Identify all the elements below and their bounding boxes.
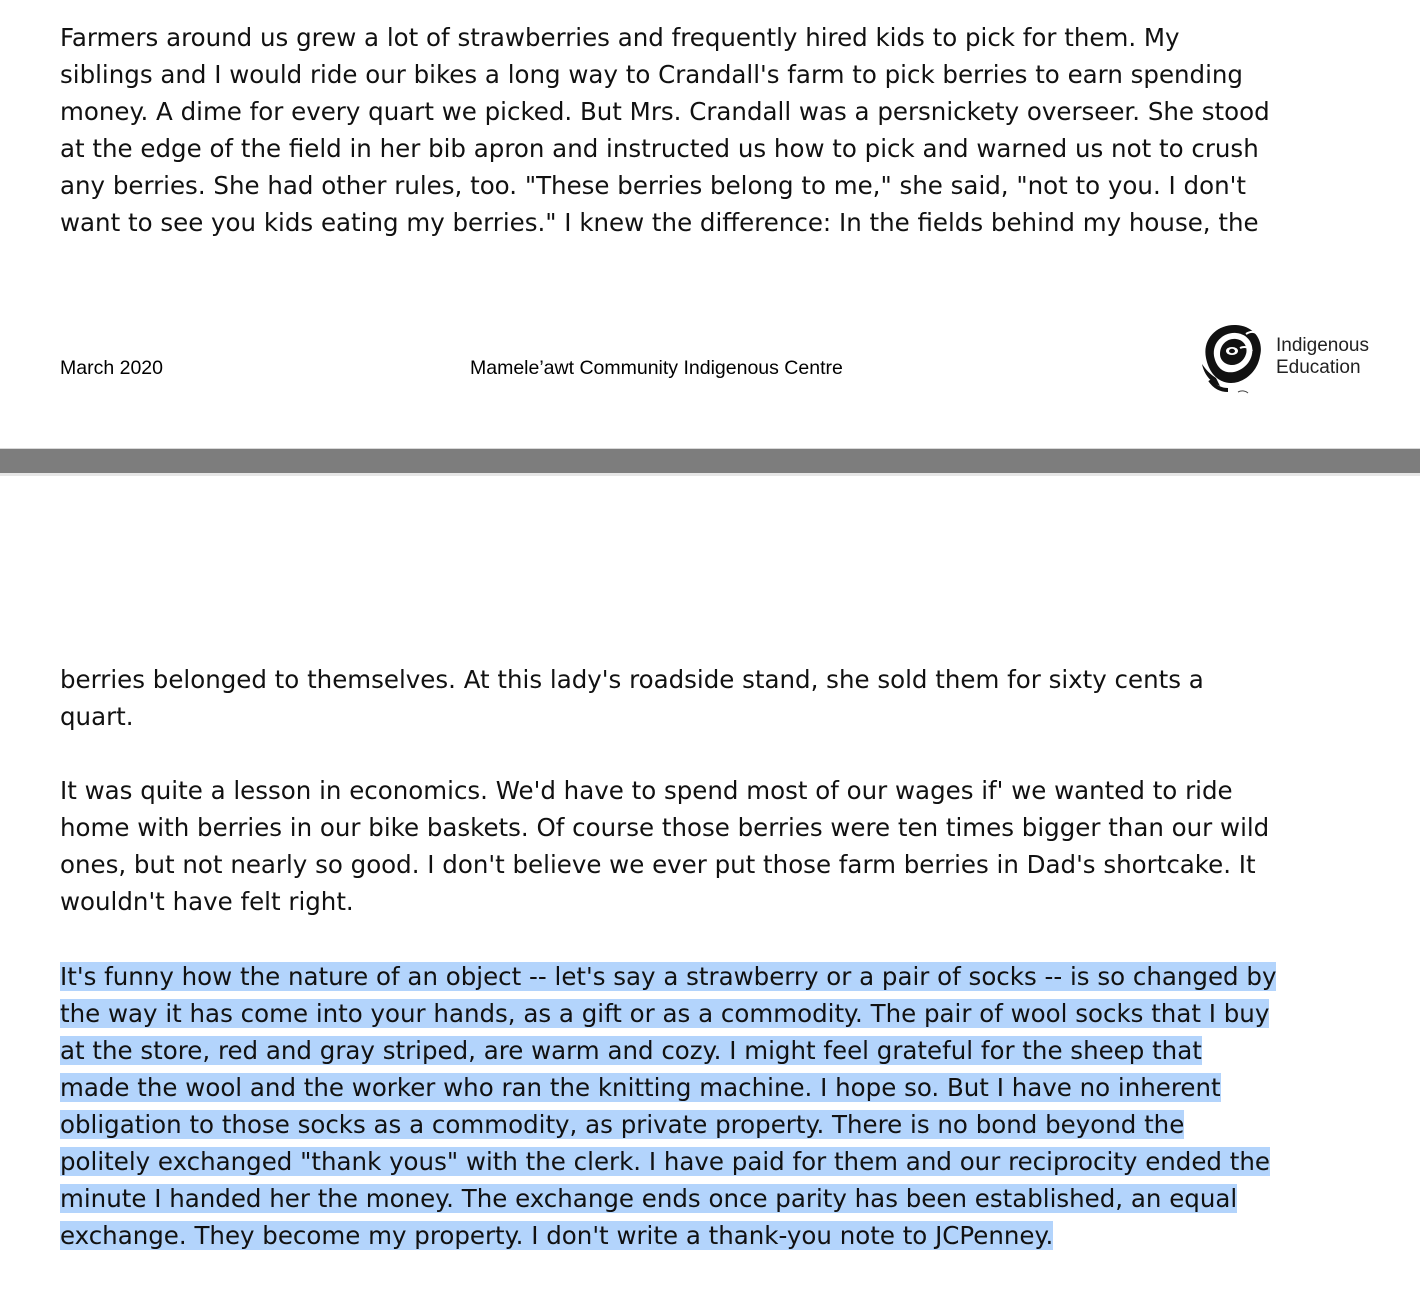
text-line: berries belonged to themselves. At this lady's roadside stand, she sold them for sixty cents a	[60, 665, 1204, 694]
text-line: quart.	[60, 702, 134, 731]
text-line: home with berries in our bike baskets. Of course those berries were ten times bigger than our wild	[60, 813, 1270, 842]
selected-text-line[interactable]: It's funny how the nature of an object -- let's say a strawberry or a pair of socks -- is so changed by	[60, 962, 1277, 991]
selected-text-line[interactable]: minute I handed her the money. The exchange ends once parity has been established, an equal	[60, 1184, 1238, 1213]
selected-text-line[interactable]: made the wool and the worker who ran the knitting machine. I hope so. But I have no inherent	[60, 1073, 1221, 1102]
selected-text-line[interactable]: obligation to those socks as a commodity, as private property. There is no bond beyond the	[60, 1110, 1185, 1139]
text-line: siblings and I would ride our bikes a long way to Crandall's farm to pick berries to earn spending	[60, 60, 1243, 89]
text-line: Farmers around us grew a lot of strawberries and frequently hired kids to pick for them. My	[60, 23, 1180, 52]
page-separator	[0, 449, 1420, 473]
paragraph-lesson-in-economics[interactable]	[60, 772, 1300, 920]
text-line: want to see you kids eating my berries." I knew the difference: In the fields behind my house, the	[60, 208, 1259, 237]
text-line: ones, but not nearly so good. I don't believe we ever put those farm berries in Dad's shortcake. It	[60, 850, 1256, 879]
text-line: at the edge of the field in her bib apron and instructed us how to pick and warned us not to crush	[60, 134, 1259, 163]
paragraph-strawberry-farm[interactable]	[60, 19, 1300, 241]
indigenous-education-logo	[1198, 320, 1378, 396]
selected-text-line[interactable]: at the store, red and gray striped, are warm and cozy. I might feel grateful for the sheep that	[60, 1036, 1202, 1065]
selected-text-line[interactable]: politely exchanged "thank yous" with the clerk. I have paid for them and our reciprocity ended the	[60, 1147, 1270, 1176]
logo-text-line1: Indigenous	[1276, 335, 1369, 356]
text-line: any berries. She had other rules, too. "These berries belong to me," she said, "not to you. I don't	[60, 171, 1246, 200]
document-page-bottom	[0, 476, 1420, 1290]
selected-text-line[interactable]: the way it has come into your hands, as a gift or as a commodity. The pair of wool socks that I buy	[60, 999, 1270, 1028]
footer-date: March 2020	[60, 357, 163, 379]
text-line: It was quite a lesson in economics. We'd have to spend most of our wages if' we wanted to ride	[60, 776, 1233, 805]
indigenous-art-logo-icon	[1198, 320, 1268, 394]
text-line: wouldn't have felt right.	[60, 887, 354, 916]
text-line: money. A dime for every quart we picked. But Mrs. Crandall was a persnickety overseer. She stood	[60, 97, 1270, 126]
document-page-top	[0, 0, 1420, 449]
footer-organization: Mamele’awt Community Indigenous Centre	[470, 357, 843, 379]
logo-text-line2: Education	[1276, 357, 1361, 378]
selected-text-line[interactable]: exchange. They become my property. I don't write a thank-you note to JCPenney.	[60, 1221, 1054, 1250]
paragraph-berries-belonged[interactable]	[60, 661, 1300, 735]
paragraph-selected-gift-vs-commodity[interactable]	[60, 958, 1300, 1254]
logo-text	[1276, 335, 1369, 379]
